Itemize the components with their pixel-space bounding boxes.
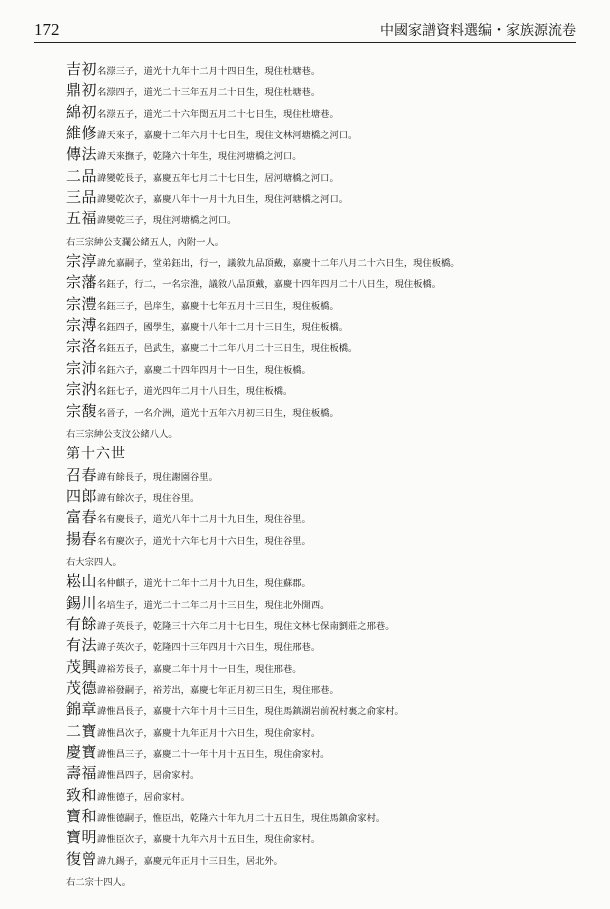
entry-description: 諱裕發嗣子，裕芳出，嘉慶七年正月初三日生，現住邢巷。	[97, 684, 339, 696]
genealogy-entry	[66, 613, 576, 634]
entry-name: 有餘	[66, 614, 98, 633]
entry-description: 諱變乾次子，嘉慶八年十一月十九日生，現住河塘橋之河口。	[97, 194, 349, 206]
entry-description: 諱有餘次子，現住谷里。	[97, 492, 200, 504]
entry-description: 諱子英次子，乾隆四十三年四月十六日生，現住邢巷。	[97, 642, 321, 654]
entry-name: 二品	[66, 166, 98, 185]
genealogy-entry	[66, 207, 576, 228]
genealogy-entry	[66, 805, 576, 826]
entry-name: 宗澧	[66, 294, 98, 313]
entry-name: 綿初	[66, 102, 98, 121]
genealogy-entry	[66, 400, 576, 421]
genealogy-entry	[66, 656, 576, 677]
genealogy-entry	[66, 485, 576, 506]
entry-name: 宗藩	[66, 273, 98, 292]
entry-description: 諱裕芳長子，嘉慶二年十月十一日生，現住邢巷。	[97, 663, 302, 675]
entry-description: 諱惟昌四子，居俞家村。	[97, 770, 200, 782]
genealogy-entry	[66, 720, 576, 741]
header-rule	[34, 42, 576, 43]
running-title: 中國家譜資料選编・家族源流卷	[380, 23, 576, 39]
genealogy-entry	[66, 570, 576, 591]
page-number: 172	[34, 20, 60, 39]
genealogy-entry	[66, 464, 576, 485]
entry-description: 名有慶長子，道光八年十二月十九日生，現住谷里。	[97, 514, 311, 526]
entry-name: 宗洛	[66, 337, 98, 356]
entry-name: 五福	[66, 209, 98, 228]
genealogy-entry	[66, 698, 576, 719]
summary-note	[66, 229, 576, 250]
genealogy-entry	[66, 335, 576, 356]
entry-description: 名有慶次子，道光十六年七月十六日生，現住谷里。	[97, 535, 311, 547]
genealogy-entry	[66, 506, 576, 527]
genealogy-entry	[66, 165, 576, 186]
entry-name: 茂德	[66, 678, 98, 697]
entry-description: 名鈺子，行二，一名宗淮，議敘八品頂戴，嘉慶十四年四月二十八日生，現住板橋。	[97, 279, 442, 291]
entry-name: 揚春	[66, 529, 98, 548]
genealogy-entry	[66, 122, 576, 143]
entry-description: 諱變乾長子，嘉慶五年七月二十七日生，居河塘橋之河口。	[97, 172, 339, 184]
entry-description: 諱九錫子，嘉慶元年正月十三日生，居北外。	[97, 855, 283, 867]
entry-name: 壽福	[66, 764, 98, 783]
entry-name: 宗淳	[66, 252, 98, 271]
generation-heading	[66, 442, 576, 463]
entry-name: 鼎初	[66, 81, 98, 100]
entry-name: 復曾	[66, 849, 98, 868]
genealogy-entry	[66, 79, 576, 100]
genealogy-entry	[66, 528, 576, 549]
genealogy-entry	[66, 250, 576, 271]
genealogy-entry	[66, 58, 576, 79]
genealogy-entry	[66, 677, 576, 698]
entry-name: 有法	[66, 636, 98, 655]
entry-name: 二寶	[66, 721, 98, 740]
genealogy-entry	[66, 357, 576, 378]
genealogy-entry	[66, 293, 576, 314]
entry-description: 名鈺四子，國學生，嘉慶十八年十二月十三日生，現住板橋。	[97, 322, 349, 334]
summary-note-text: 右二宗十四人。	[66, 877, 132, 889]
entry-name: 茂興	[66, 657, 98, 676]
entry-name: 四郎	[66, 486, 98, 505]
entry-description: 名鈺三子，邑庠生，嘉慶十七年五月十三日生，現住板橋。	[97, 300, 339, 312]
entry-description: 名漴五子，道光二十六年閏五月二十七日生，現住杜塘巷。	[97, 108, 339, 120]
entry-name: 崧山	[66, 572, 98, 591]
entry-description: 諱天來子，嘉慶十二年六月十七日生，現住文林河塘橋之河口。	[97, 130, 358, 142]
entry-description: 諱有餘長子，現住謝園谷里。	[97, 471, 218, 483]
genealogy-entry	[66, 271, 576, 292]
entry-description: 諱惟德子，居俞家村。	[97, 791, 190, 803]
summary-note-text: 右三宗紳公支汶公緒八人。	[66, 428, 178, 440]
genealogy-entry	[66, 762, 576, 783]
genealogy-entry	[66, 592, 576, 613]
genealogy-entry	[66, 826, 576, 847]
entry-name: 宗溥	[66, 316, 98, 335]
genealogy-entry	[66, 741, 576, 762]
entry-description: 名鈺五子，邑武生，嘉慶二十二年八月二十三日生，現住板橋。	[97, 343, 358, 355]
summary-note	[66, 421, 576, 442]
entry-name: 慶寶	[66, 743, 98, 761]
entry-description: 名仲麒子，道光十二年十二月十九日生，現住蘇郡。	[97, 578, 311, 590]
entry-description: 諱變乾三子，現住河塘橋之河口。	[97, 215, 237, 227]
entry-description: 諱惟昌長子，嘉慶十六年十月十三日生，現住馬鎮湖岩前祝村裏之俞家村。	[97, 706, 404, 718]
summary-note-text: 右三宗紳公支瀾公緒五人，內附一人。	[66, 236, 225, 248]
entry-description: 名漴四子，道光二十三年五月二十日生，現住杜塘巷。	[97, 87, 321, 99]
entry-description: 名培生子，道光二十二年二月十三日生，現住北外開西。	[97, 599, 330, 611]
generation-label: 第十六世	[66, 446, 126, 463]
summary-note	[66, 549, 576, 570]
genealogy-text	[66, 58, 576, 890]
entry-name: 錫川	[66, 593, 98, 612]
entry-name: 吉初	[66, 60, 98, 78]
entry-description: 名晉子，一名介洲，道光十五年六月初三日生，現住板橋。	[97, 407, 339, 419]
entry-description: 名鈺六子，嘉慶二十四年四月十一日生，現住板橋。	[97, 364, 311, 376]
entry-description: 諱惟德嗣子，惟臣出，乾隆六十年九月二十五日生，現住馬鎮俞家村。	[97, 813, 386, 825]
genealogy-entry	[66, 143, 576, 164]
entry-name: 召春	[66, 465, 98, 484]
genealogy-entry	[66, 101, 576, 122]
entry-description: 名漴三子，道光十九年十二月十四日生，現住杜塘巷。	[97, 66, 321, 77]
entry-description: 諱天來撫子，乾隆六十年生，現住河塘橋之河口。	[97, 151, 302, 163]
entry-name: 三品	[66, 188, 98, 207]
entry-description: 諱惟臣次子，嘉慶十九年六月十五日生，現住俞家村。	[97, 834, 321, 846]
entry-description: 名鈺七子，道光四年二月十八日生，現住板橋。	[97, 386, 293, 398]
genealogy-entry	[66, 186, 576, 207]
entry-description: 諱子英長子，乾隆三十六年二月十七日生，現住文林七保南劉莊之邢巷。	[97, 620, 395, 632]
entry-name: 寶明	[66, 828, 98, 847]
entry-description: 諱允嘉嗣子，堂弟鈺出，行一，議敘九品頂戴，嘉慶十二年八月二十六日生，現住板橋。	[97, 258, 460, 270]
genealogy-entry	[66, 848, 576, 869]
entry-name: 宗汭	[66, 380, 98, 399]
entry-name: 維修	[66, 124, 98, 143]
entry-name: 富春	[66, 508, 98, 527]
summary-note-text: 右大宗四人。	[66, 556, 122, 568]
entry-name: 宗馥	[66, 401, 98, 420]
entry-name: 錦章	[66, 700, 98, 719]
page-header	[34, 12, 576, 40]
genealogy-entry	[66, 314, 576, 335]
entry-name: 致和	[66, 785, 98, 804]
entry-description: 諱惟昌次子，嘉慶十九年正月十六日生，現住俞家村。	[97, 727, 321, 739]
genealogy-entry	[66, 378, 576, 399]
genealogy-entry	[66, 634, 576, 655]
summary-note	[66, 869, 576, 890]
entry-description: 諱惟昌三子，嘉慶二十一年十月十五日生，現住俞家村。	[97, 749, 330, 760]
genealogy-entry	[66, 784, 576, 805]
entry-name: 寶和	[66, 807, 98, 826]
entry-name: 宗沛	[66, 358, 98, 377]
entry-name: 傳法	[66, 145, 98, 164]
